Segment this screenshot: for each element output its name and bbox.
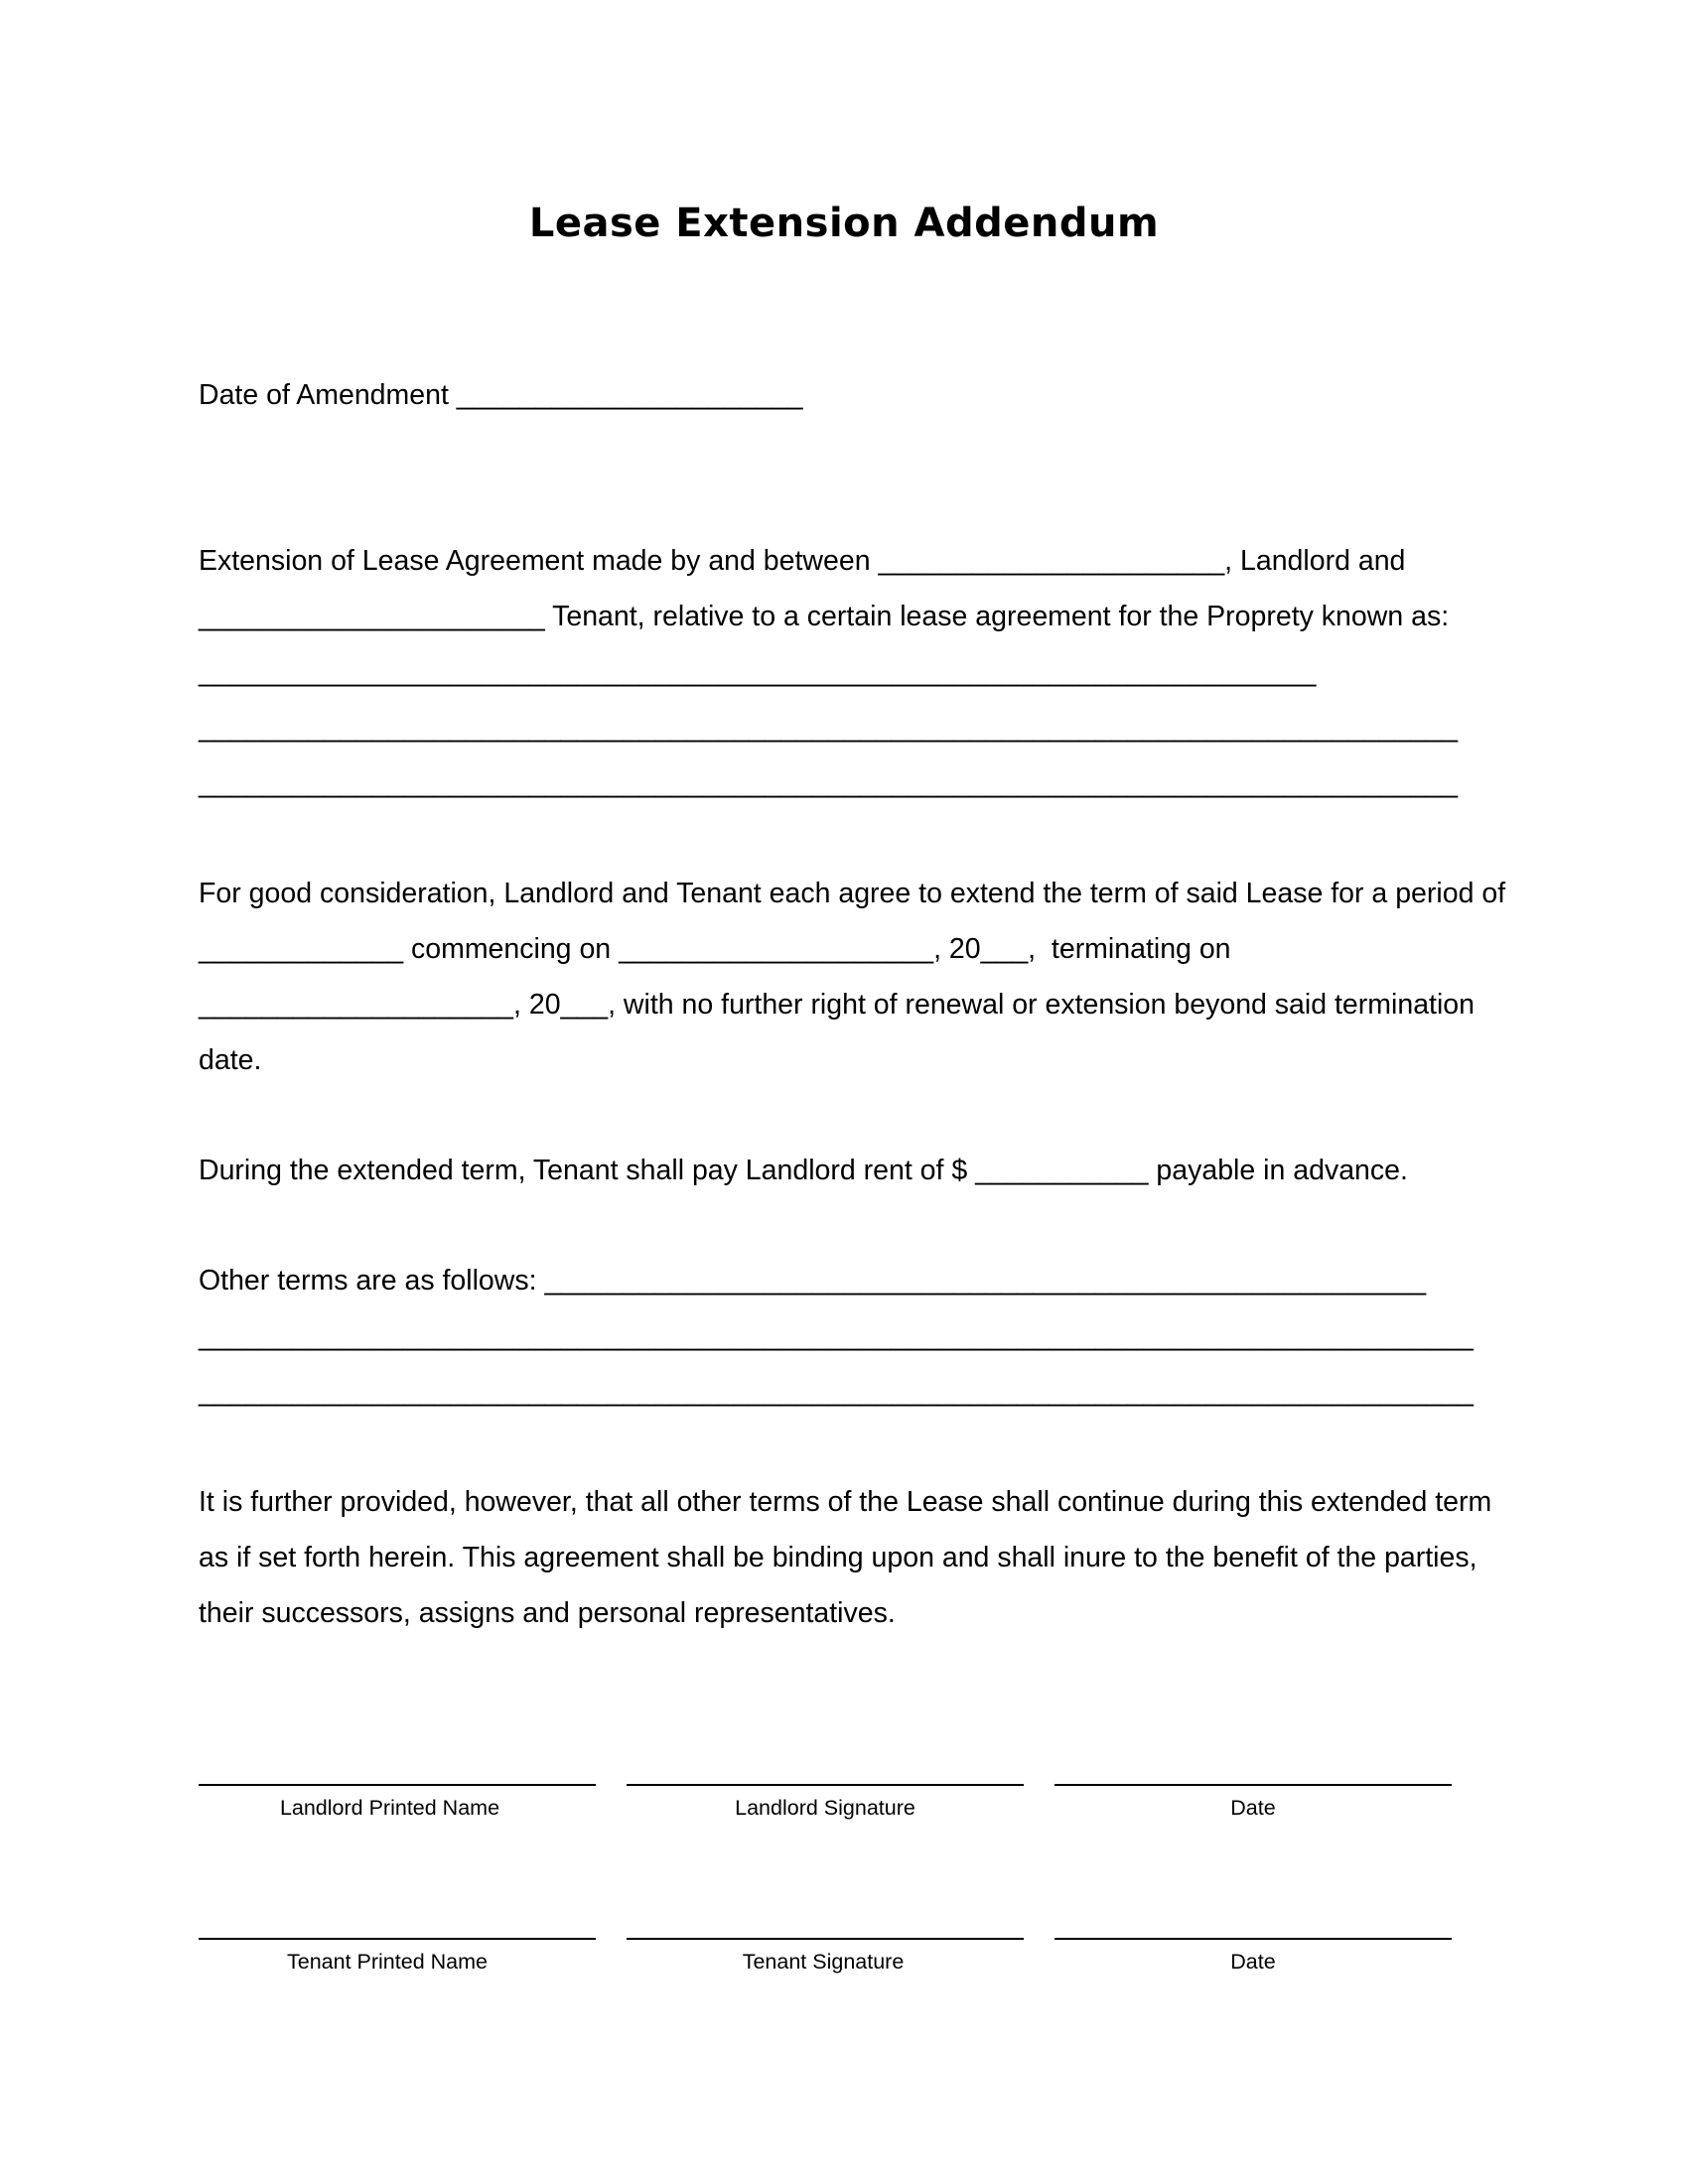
tenant-signature-label: Tenant Signature xyxy=(742,1950,905,1974)
consideration-line-2: _____________ commencing on ____________________, 20___, terminating on xyxy=(199,933,1231,965)
property-blank-line-3: ________________________________________________________________________________ xyxy=(199,767,1459,799)
property-blank-line-2: ________________________________________________________________________________ xyxy=(199,712,1459,744)
further-provided-line-2: as if set forth herein. This agreement shall be binding upon and shall inure to the benefit of the parties, xyxy=(199,1542,1477,1573)
date-of-amendment-line: Date of Amendment ______________________ xyxy=(199,379,803,411)
further-provided-line-1: It is further provided, however, that all other terms of the Lease shall continue during this extended term xyxy=(199,1486,1492,1518)
landlord-printed-name-line xyxy=(199,1784,596,1786)
extension-line-1: Extension of Lease Agreement made by and between ______________________, Landlord and xyxy=(199,545,1406,577)
tenant-printed-name-label: Tenant Printed Name xyxy=(287,1950,488,1974)
other-terms-line-1: Other terms are as follows: ________________________________________________________ xyxy=(199,1265,1427,1297)
landlord-date-line xyxy=(1055,1784,1452,1786)
other-terms-line-3: _________________________________________________________________________________ xyxy=(199,1376,1474,1408)
document-title: Lease Extension Addendum xyxy=(528,201,1160,246)
extension-line-2: ______________________ Tenant, relative to a certain lease agreement for the Proprety known as: xyxy=(199,601,1450,632)
landlord-signature-label: Landlord Signature xyxy=(735,1796,915,1820)
consideration-line-1: For good consideration, Landlord and Tenant each agree to extend the term of said Lease for a period of xyxy=(199,878,1506,909)
property-blank-line-1: _______________________________________________________________________ xyxy=(199,656,1317,688)
tenant-date-label: Date xyxy=(1230,1950,1276,1974)
further-provided-line-3: their successors, assigns and personal representatives. xyxy=(199,1597,896,1629)
tenant-date-line xyxy=(1055,1938,1452,1940)
tenant-signature-line xyxy=(627,1938,1024,1940)
consideration-line-4: date. xyxy=(199,1044,262,1076)
landlord-date-label: Date xyxy=(1230,1796,1276,1820)
other-terms-line-2: _________________________________________________________________________________ xyxy=(199,1320,1474,1352)
consideration-line-3: ____________________, 20___, with no further right of renewal or extension beyond said termination xyxy=(199,989,1475,1021)
tenant-printed-name-line xyxy=(199,1938,596,1940)
rent-line: During the extended term, Tenant shall pay Landlord rent of $ ___________ payable in advance. xyxy=(199,1155,1408,1186)
landlord-printed-name-label: Landlord Printed Name xyxy=(279,1796,500,1820)
landlord-signature-line xyxy=(627,1784,1024,1786)
